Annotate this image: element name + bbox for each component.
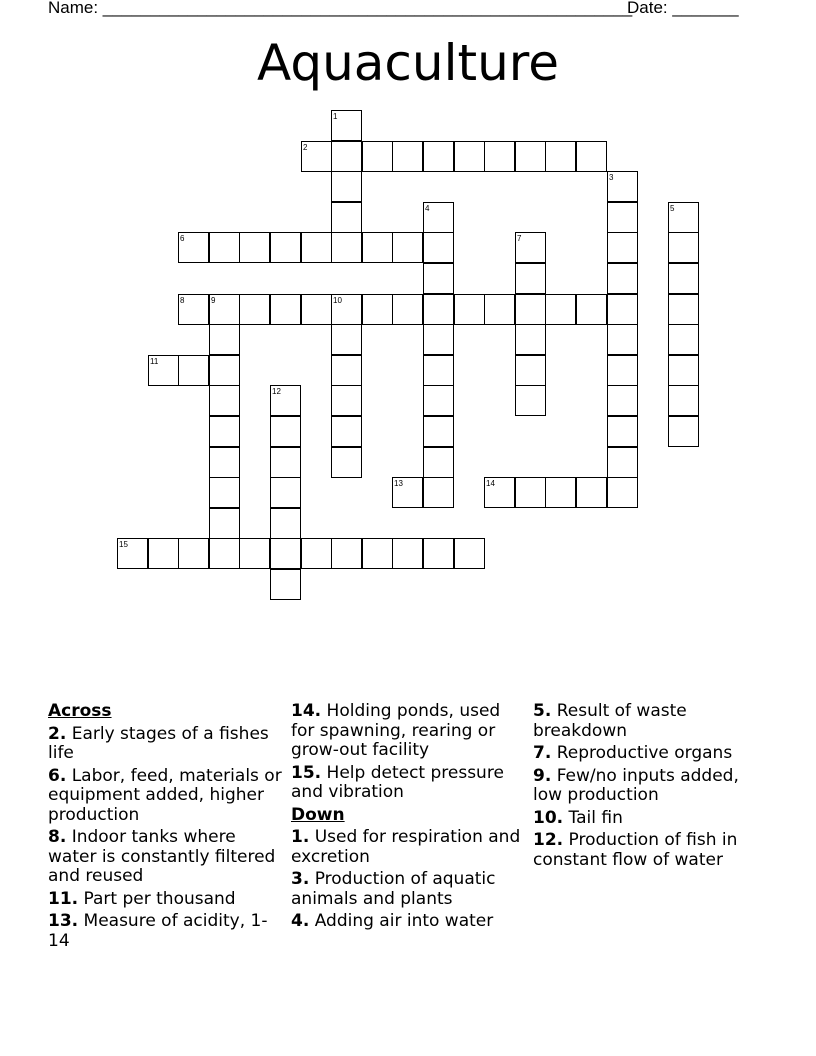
clue-down-5: 5. Result of waste breakdown (533, 701, 687, 741)
grid-cell[interactable] (668, 202, 699, 233)
clue-down-1: 1. Used for respiration and excretion (291, 827, 521, 867)
clue-across-8: 8. Indoor tanks where water is constantly filtered and reused (48, 827, 276, 886)
grid-cell[interactable] (607, 385, 638, 416)
grid-cell[interactable] (331, 110, 362, 141)
grid-cell[interactable] (362, 141, 393, 172)
grid-cell[interactable] (454, 141, 485, 172)
grid-cell[interactable] (270, 477, 301, 508)
clue-column-3 (533, 702, 768, 873)
grid-cell[interactable] (331, 294, 362, 325)
grid-cell[interactable] (362, 232, 393, 263)
grid-cell[interactable] (423, 324, 454, 355)
grid-cell[interactable] (209, 447, 240, 478)
grid-cell[interactable] (178, 538, 209, 569)
down-heading: Down (291, 804, 345, 825)
name-field[interactable]: Name: ________________________________________________________ (48, 0, 633, 17)
clue-number-label: 2 (303, 143, 308, 152)
grid-cell[interactable] (178, 294, 209, 325)
across-heading: Across (48, 701, 112, 721)
grid-cell[interactable] (668, 355, 699, 386)
grid-cell[interactable] (392, 232, 423, 263)
grid-cell[interactable] (423, 477, 454, 508)
clue-column-2 (291, 702, 526, 935)
grid-cell[interactable] (178, 232, 209, 263)
grid-cell[interactable] (392, 477, 423, 508)
clue-across-11: 11. Part per thousand (48, 888, 236, 909)
grid-cell[interactable] (545, 294, 576, 325)
grid-cell[interactable] (148, 538, 179, 569)
grid-cell[interactable] (270, 538, 301, 569)
grid-cell[interactable] (270, 385, 301, 416)
grid-cell[interactable] (668, 263, 699, 294)
grid-cell[interactable] (576, 294, 607, 325)
grid-cell[interactable] (607, 232, 638, 263)
clue-number-label: 11 (150, 357, 159, 366)
grid-cell[interactable] (362, 294, 393, 325)
grid-cell[interactable] (423, 447, 454, 478)
grid-cell[interactable] (239, 232, 270, 263)
date-field[interactable]: Date: _______ (627, 0, 739, 17)
grid-cell[interactable] (209, 477, 240, 508)
grid-cell[interactable] (423, 416, 454, 447)
grid-cell[interactable] (454, 538, 485, 569)
grid-cell[interactable] (331, 171, 362, 202)
grid-cell[interactable] (515, 355, 546, 386)
clue-down-10: 10. Tail fin (533, 807, 623, 828)
grid-cell[interactable] (209, 324, 240, 355)
clue-number-label: 10 (333, 296, 342, 305)
grid-cell[interactable] (576, 477, 607, 508)
grid-cell[interactable] (423, 538, 454, 569)
grid-cell[interactable] (668, 294, 699, 325)
grid-cell[interactable] (209, 385, 240, 416)
grid-cell[interactable] (607, 324, 638, 355)
grid-cell[interactable] (331, 447, 362, 478)
clue-across-13: 13. Measure of acidity, 1-14 (48, 911, 268, 951)
clue-number-label: 1 (333, 112, 338, 121)
grid-cell[interactable] (668, 324, 699, 355)
clue-across-14: 14. Holding ponds, used for spawning, rearing or grow-out facility (291, 701, 501, 760)
grid-cell[interactable] (392, 294, 423, 325)
grid-cell[interactable] (423, 263, 454, 294)
grid-cell[interactable] (454, 294, 485, 325)
grid-cell[interactable] (576, 141, 607, 172)
clue-number-label: 13 (394, 479, 403, 488)
clue-column-1 (48, 702, 283, 954)
grid-cell[interactable] (209, 294, 240, 325)
grid-cell[interactable] (239, 538, 270, 569)
grid-cell[interactable] (331, 324, 362, 355)
clue-number-label: 14 (486, 479, 495, 488)
grid-cell[interactable] (270, 447, 301, 478)
clue-number-label: 5 (670, 204, 675, 213)
clue-number-label: 8 (180, 296, 185, 305)
grid-cell[interactable] (607, 171, 638, 202)
clue-across-2: 2. Early stages of a fishes life (48, 723, 269, 763)
grid-cell[interactable] (484, 477, 515, 508)
grid-cell[interactable] (515, 294, 546, 325)
grid-cell[interactable] (270, 232, 301, 263)
grid-cell[interactable] (331, 232, 362, 263)
grid-cell[interactable] (423, 141, 454, 172)
grid-cell[interactable] (423, 385, 454, 416)
clue-down-3: 3. Production of aquatic animals and plants (291, 869, 496, 909)
clue-number-label: 7 (517, 234, 522, 243)
grid-cell[interactable] (209, 538, 240, 569)
grid-cell[interactable] (331, 385, 362, 416)
grid-cell[interactable] (239, 294, 270, 325)
clue-number-label: 12 (272, 387, 281, 396)
grid-cell[interactable] (301, 294, 332, 325)
clue-down-9: 9. Few/no inputs added, low production (533, 765, 739, 805)
clue-across-15: 15. Help detect pressure and vibration (291, 762, 504, 802)
clue-number-label: 9 (211, 296, 216, 305)
grid-cell[interactable] (607, 447, 638, 478)
clue-number-label: 15 (119, 540, 128, 549)
grid-cell[interactable] (515, 232, 546, 263)
grid-cell[interactable] (209, 355, 240, 386)
grid-cell[interactable] (331, 355, 362, 386)
grid-cell[interactable] (515, 263, 546, 294)
grid-cell[interactable] (668, 385, 699, 416)
grid-cell[interactable] (270, 294, 301, 325)
grid-cell[interactable] (301, 538, 332, 569)
grid-cell[interactable] (668, 232, 699, 263)
puzzle-title: Aquaculture (257, 34, 559, 92)
grid-cell[interactable] (484, 294, 515, 325)
grid-cell[interactable] (331, 538, 362, 569)
grid-cell[interactable] (484, 141, 515, 172)
grid-cell[interactable] (515, 385, 546, 416)
grid-cell[interactable] (178, 355, 209, 386)
grid-cell[interactable] (423, 232, 454, 263)
clue-down-7: 7. Reproductive organs (533, 743, 733, 763)
grid-cell[interactable] (209, 232, 240, 263)
clue-across-6: 6. Labor, feed, materials or equipment added, higher production (48, 765, 282, 825)
grid-cell[interactable] (331, 141, 362, 172)
grid-cell[interactable] (607, 355, 638, 386)
grid-cell[interactable] (270, 416, 301, 447)
grid-cell[interactable] (423, 355, 454, 386)
grid-cell[interactable] (270, 508, 301, 539)
grid-cell[interactable] (607, 477, 638, 508)
clue-down-12: 12. Production of fish in constant flow of water (533, 830, 738, 870)
grid-cell[interactable] (362, 538, 393, 569)
grid-cell[interactable] (545, 141, 576, 172)
clue-number-label: 4 (425, 204, 430, 213)
grid-cell[interactable] (607, 416, 638, 447)
clue-down-4: 4. Adding air into water (291, 911, 494, 931)
grid-cell[interactable] (607, 202, 638, 233)
grid-cell[interactable] (270, 569, 301, 600)
grid-cell[interactable] (209, 508, 240, 539)
grid-cell[interactable] (301, 232, 332, 263)
grid-cell[interactable] (423, 294, 454, 325)
clue-number-label: 3 (609, 173, 614, 182)
grid-cell[interactable] (209, 416, 240, 447)
grid-cell[interactable] (301, 141, 332, 172)
grid-cell[interactable] (515, 141, 546, 172)
grid-cell[interactable] (545, 477, 576, 508)
grid-cell[interactable] (392, 141, 423, 172)
grid-cell[interactable] (607, 294, 638, 325)
grid-cell[interactable] (331, 416, 362, 447)
grid-cell[interactable] (392, 538, 423, 569)
grid-cell[interactable] (515, 477, 546, 508)
grid-cell[interactable] (668, 416, 699, 447)
grid-cell[interactable] (117, 538, 148, 569)
grid-cell[interactable] (148, 355, 179, 386)
grid-cell[interactable] (423, 202, 454, 233)
grid-cell[interactable] (607, 263, 638, 294)
grid-cell[interactable] (331, 202, 362, 233)
clue-number-label: 6 (180, 234, 185, 243)
grid-cell[interactable] (515, 324, 546, 355)
